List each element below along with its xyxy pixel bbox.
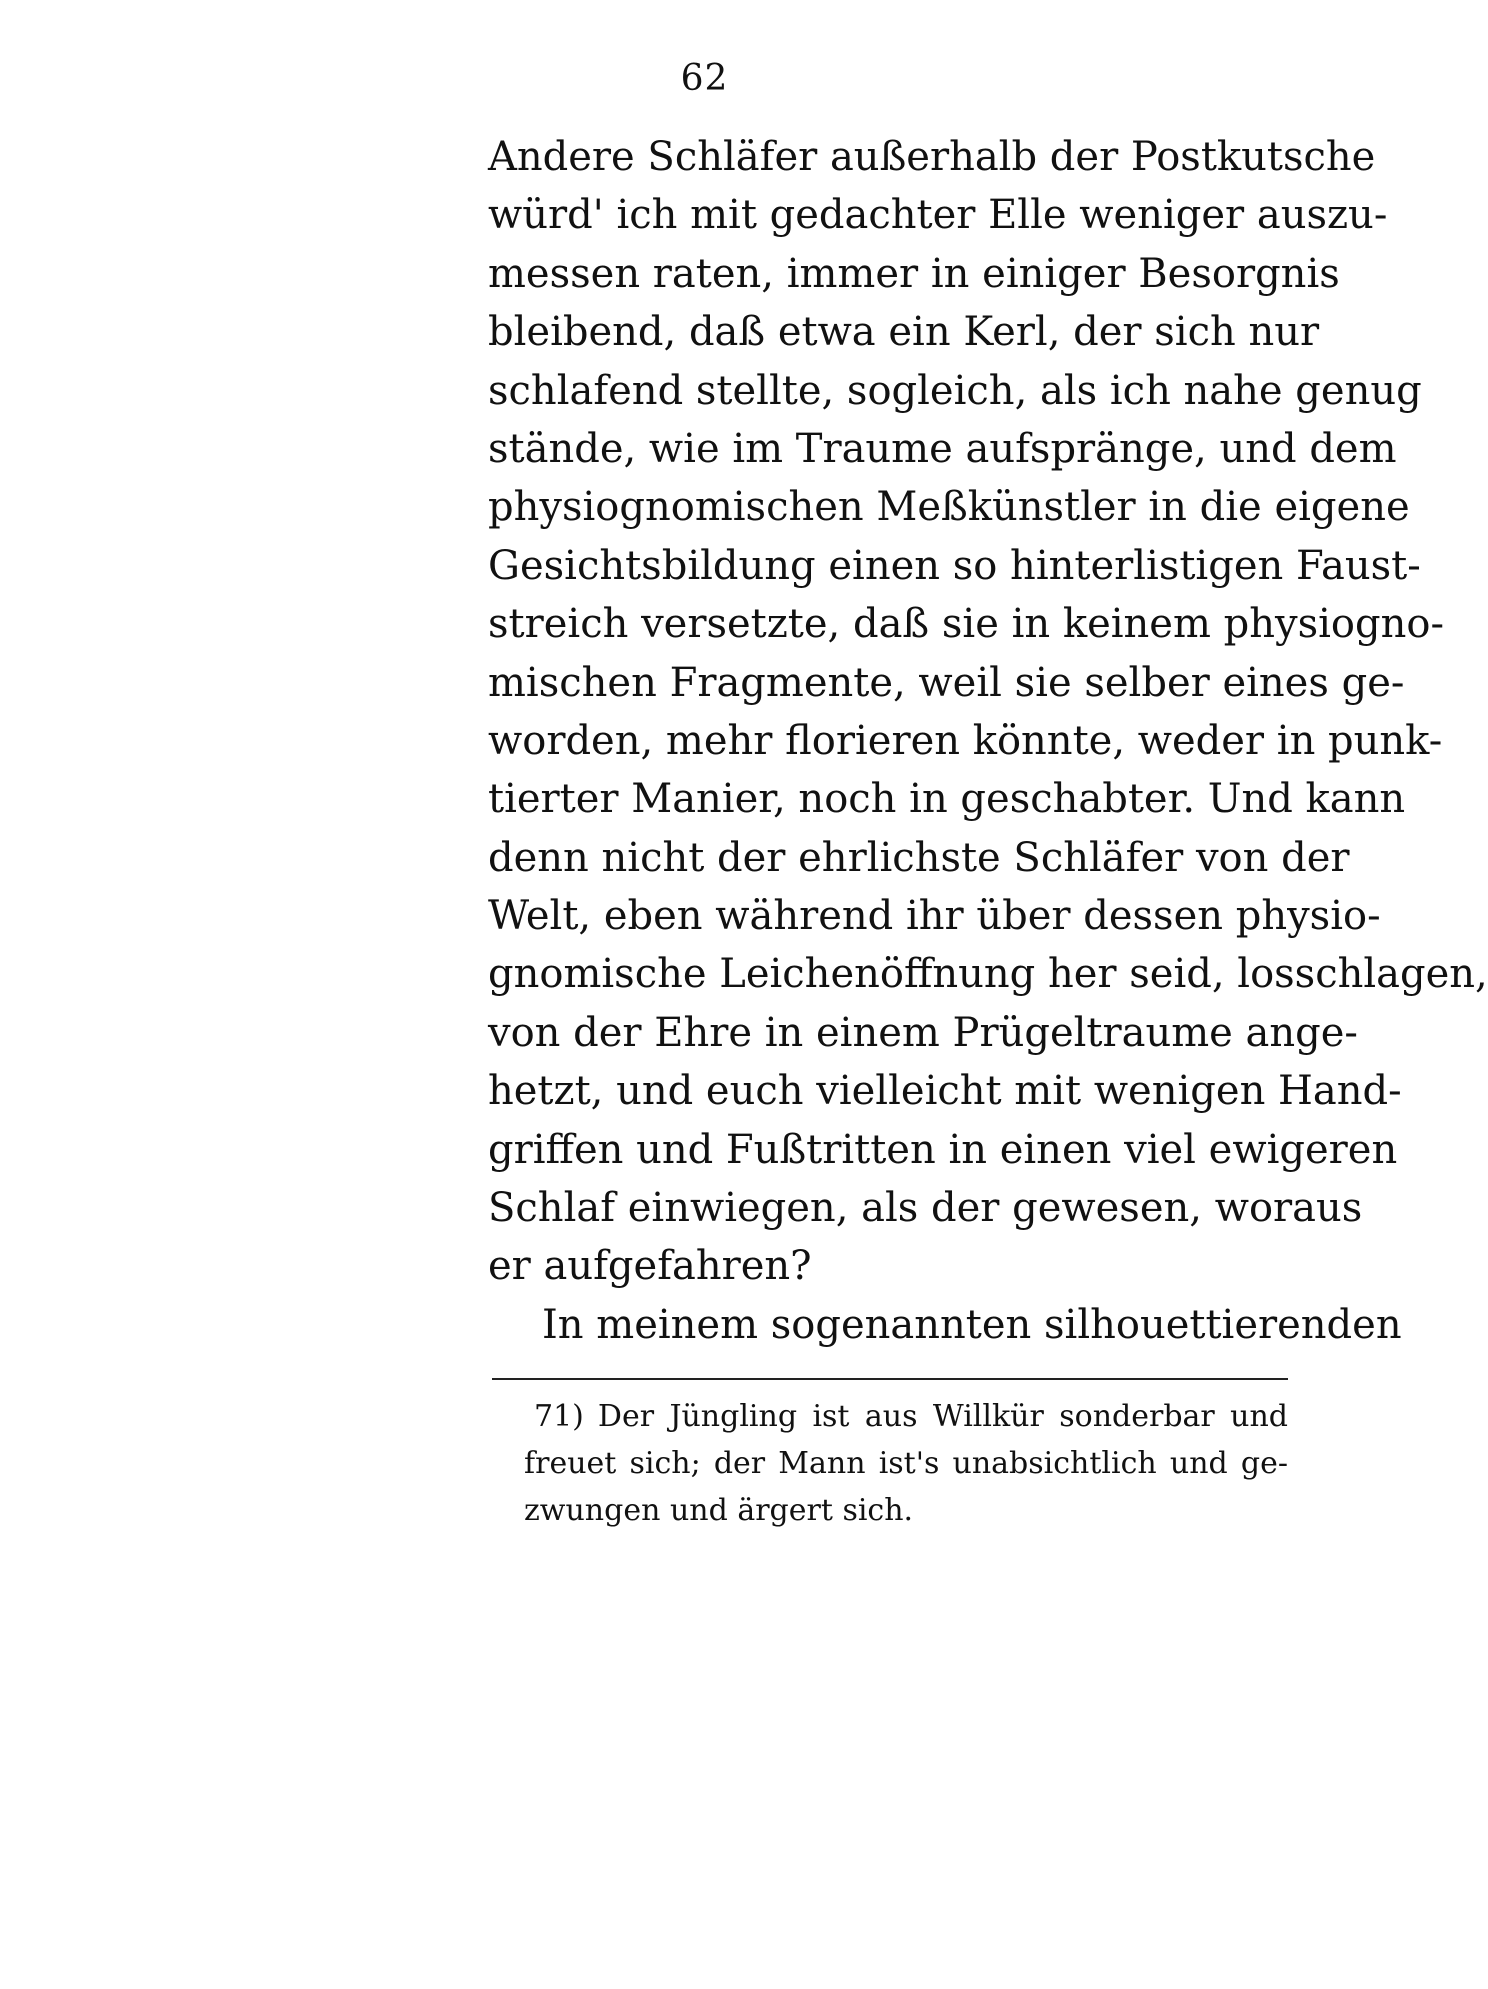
text-line: griffen und Fußtritten in einen viel ewigeren [488, 1126, 1398, 1173]
text-line: Andere Schläfer außerhalb der Postkutsche [488, 134, 1376, 180]
text-line: er aufgefahren? [488, 1243, 812, 1290]
text-line: streich versetzte, daß sie in keinem physiogno- [488, 601, 1444, 648]
text-line: tierter Manier, noch in geschabter. Und kann [488, 776, 1406, 823]
text-line: bleibend, daß etwa ein Kerl, der sich nur [488, 309, 1320, 356]
footnote-line [534, 1393, 1288, 1440]
text-line: stände, wie im Traume aufspränge, und dem [488, 425, 1397, 472]
text-line: worden, mehr florieren könnte, weder in punk- [488, 717, 1443, 764]
text-line: messen raten, immer in einiger Besorgnis [488, 250, 1340, 297]
text-line: mischen Fragmente, weil sie selber eines ge- [488, 659, 1405, 706]
text-line: denn nicht der ehrlichste Schläfer von der [488, 834, 1350, 881]
main-text [488, 128, 1488, 1354]
footnote-separator [492, 1378, 1288, 1380]
footnote-text: Der Jüngling ist aus Willkür sonderbar und [597, 1399, 1288, 1434]
footnote-marker: 71) [534, 1399, 584, 1434]
footnote-line: freuet sich; der Mann ist's unabsichtlich und ge- [524, 1446, 1288, 1481]
footnote [524, 1393, 1288, 1534]
text-line: würd' ich mit gedachter Elle weniger auszu- [488, 192, 1388, 239]
text-line: gnomische Leichenöffnung her seid, losschlagen, [488, 951, 1488, 998]
text-line: In meinem sogenannten silhouettierenden [542, 1301, 1402, 1348]
text-line: Welt, eben während ihr über dessen physio- [488, 893, 1381, 940]
footnote-line: zwungen und ärgert sich. [524, 1493, 914, 1528]
text-line: Schlaf einwiegen, als der gewesen, woraus [488, 1185, 1363, 1232]
text-line: Gesichtsbildung einen so hinterlistigen Faust- [488, 542, 1421, 589]
text-line: schlafend stellte, sogleich, als ich nahe genug [488, 367, 1422, 414]
page-number: 62 [680, 58, 729, 99]
text-line: hetzt, und euch vielleicht mit wenigen Hand- [488, 1068, 1402, 1115]
text-line: physiognomischen Meßkünstler in die eigene [488, 484, 1410, 531]
text-line: von der Ehre in einem Prügeltraume ange- [488, 1009, 1358, 1056]
